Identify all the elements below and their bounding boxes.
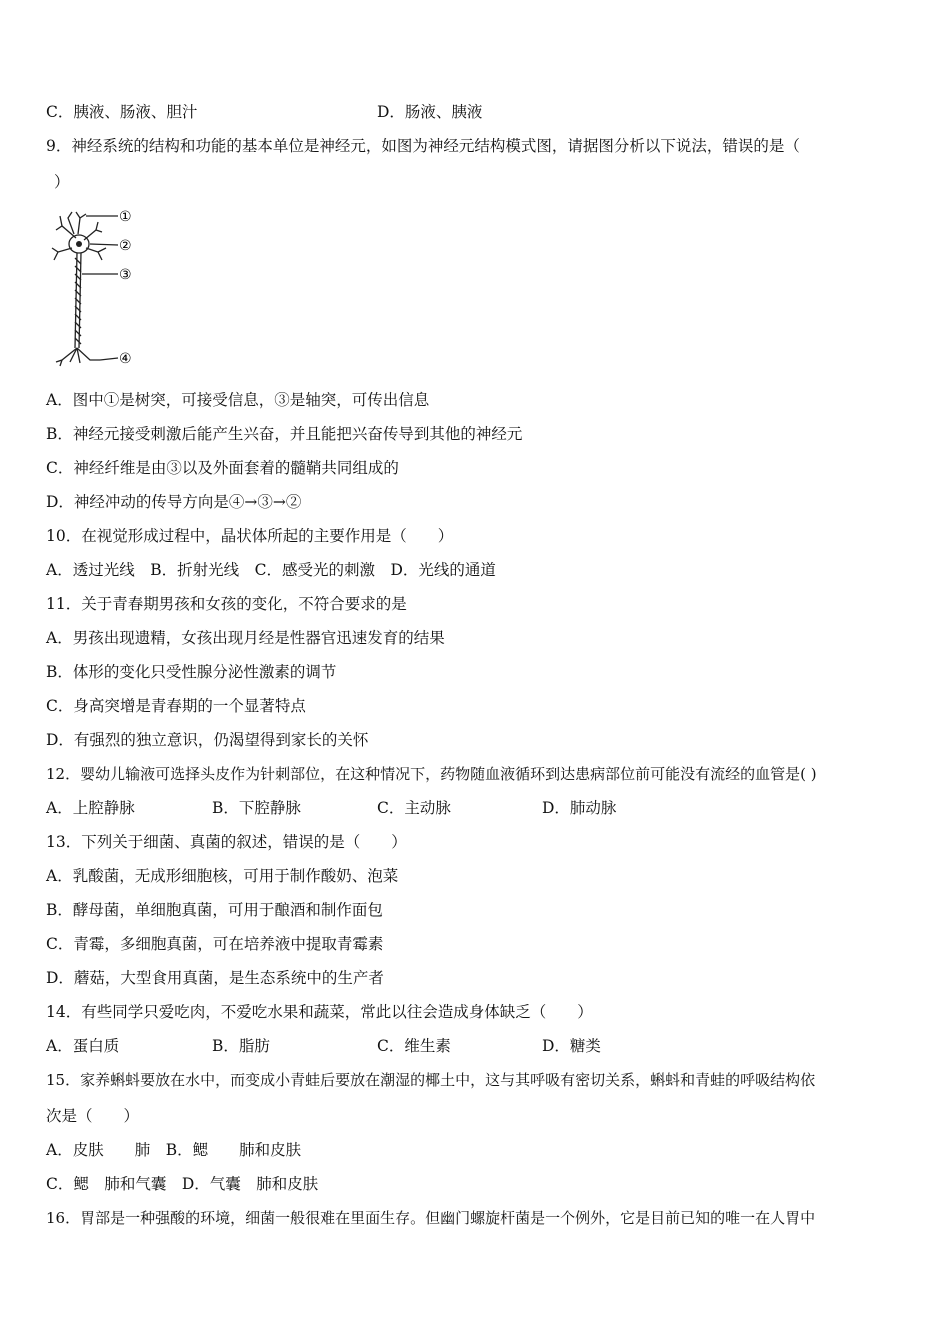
q14-option-d: D．糖类 <box>542 1037 601 1055</box>
q8-option-c: C．胰液、肠液、胆汁 <box>46 103 198 121</box>
q14-option-a: A．蛋白质 <box>46 1037 120 1055</box>
label-2: ② <box>119 238 132 254</box>
q9-option-d: D．神经冲动的传导方向是④→③→② <box>46 493 302 511</box>
neuron-diagram <box>50 208 145 373</box>
q10-options: A．透过光线 B．折射光线 C．感受光的刺激 D．光线的通道 <box>46 561 496 579</box>
q9-stem-end: ） <box>54 173 70 191</box>
q11-option-c: C．身高突增是青春期的一个显著特点 <box>46 697 306 715</box>
q8-option-d: D．肠液、胰液 <box>377 103 483 121</box>
q11-stem: 11．关于青春期男孩和女孩的变化，不符合要求的是 <box>46 595 407 613</box>
q9-option-b: B．神经元接受刺激后能产生兴奋，并且能把兴奋传导到其他的神经元 <box>46 425 523 443</box>
q14-stem: 14．有些同学只爱吃肉，不爱吃水果和蔬菜，常此以往会造成身体缺乏（ ） <box>46 1003 593 1021</box>
q12-stem: 12．婴幼儿输液可选择头皮作为针刺部位，在这种情况下，药物随血液循环到达患病部位前可能没有流经的血管是( ) <box>46 765 817 783</box>
q15-stem-cont: 次是（ ） <box>46 1107 140 1125</box>
q12-option-a: A．上腔静脉 <box>46 799 135 817</box>
q15-options-cd: C．鳃 肺和气囊 D．气囊 肺和皮肤 <box>46 1175 319 1193</box>
q13-stem: 13．下列关于细菌、真菌的叙述，错误的是（ ） <box>46 833 407 851</box>
label-1: ① <box>119 209 132 225</box>
q9-option-c: C．神经纤维是由③以及外面套着的髓鞘共同组成的 <box>46 459 399 477</box>
q14-option-c: C．维生素 <box>377 1037 451 1055</box>
q13-option-a: A．乳酸菌，无成形细胞核，可用于制作酸奶、泡菜 <box>46 867 399 885</box>
q12-option-c: C．主动脉 <box>377 799 451 817</box>
q9-stem: 9．神经系统的结构和功能的基本单位是神经元，如图为神经元结构模式图，请据图分析以下说法，错误的是（ <box>46 137 800 155</box>
q16-stem: 16．胃部是一种强酸的环境，细菌一般很难在里面生存。但幽门螺旋杆菌是一个例外，它是目前已知的唯一在人胃中 <box>46 1209 816 1227</box>
q12-option-b: B．下腔静脉 <box>212 799 301 817</box>
q12-option-d: D．肺动脉 <box>542 799 617 817</box>
q15-stem: 15．家养蝌蚪要放在水中，而变成小青蛙后要放在潮湿的椰土中，这与其呼吸有密切关系，蝌蚪和青蛙的呼吸结构依 <box>46 1071 816 1089</box>
q13-option-d: D．蘑菇，大型食用真菌，是生态系统中的生产者 <box>46 969 384 987</box>
q11-option-a: A．男孩出现遗精，女孩出现月经是性器官迅速发育的结果 <box>46 629 445 647</box>
q9-option-a: A．图中①是树突，可接受信息，③是轴突，可传出信息 <box>46 391 430 409</box>
label-3: ③ <box>119 267 132 283</box>
label-4: ④ <box>119 351 132 367</box>
q11-option-d: D．有强烈的独立意识，仍渴望得到家长的关怀 <box>46 731 369 749</box>
q15-options-ab: A．皮肤 肺 B．鳃 肺和皮肤 <box>46 1141 302 1159</box>
q14-option-b: B．脂肪 <box>212 1037 270 1055</box>
q10-stem: 10．在视觉形成过程中，晶状体所起的主要作用是（ ） <box>46 527 454 545</box>
q13-option-c: C．青霉，多细胞真菌，可在培养液中提取青霉素 <box>46 935 384 953</box>
q11-option-b: B．体形的变化只受性腺分泌性激素的调节 <box>46 663 337 681</box>
q13-option-b: B．酵母菌，单细胞真菌，可用于酿酒和制作面包 <box>46 901 383 919</box>
